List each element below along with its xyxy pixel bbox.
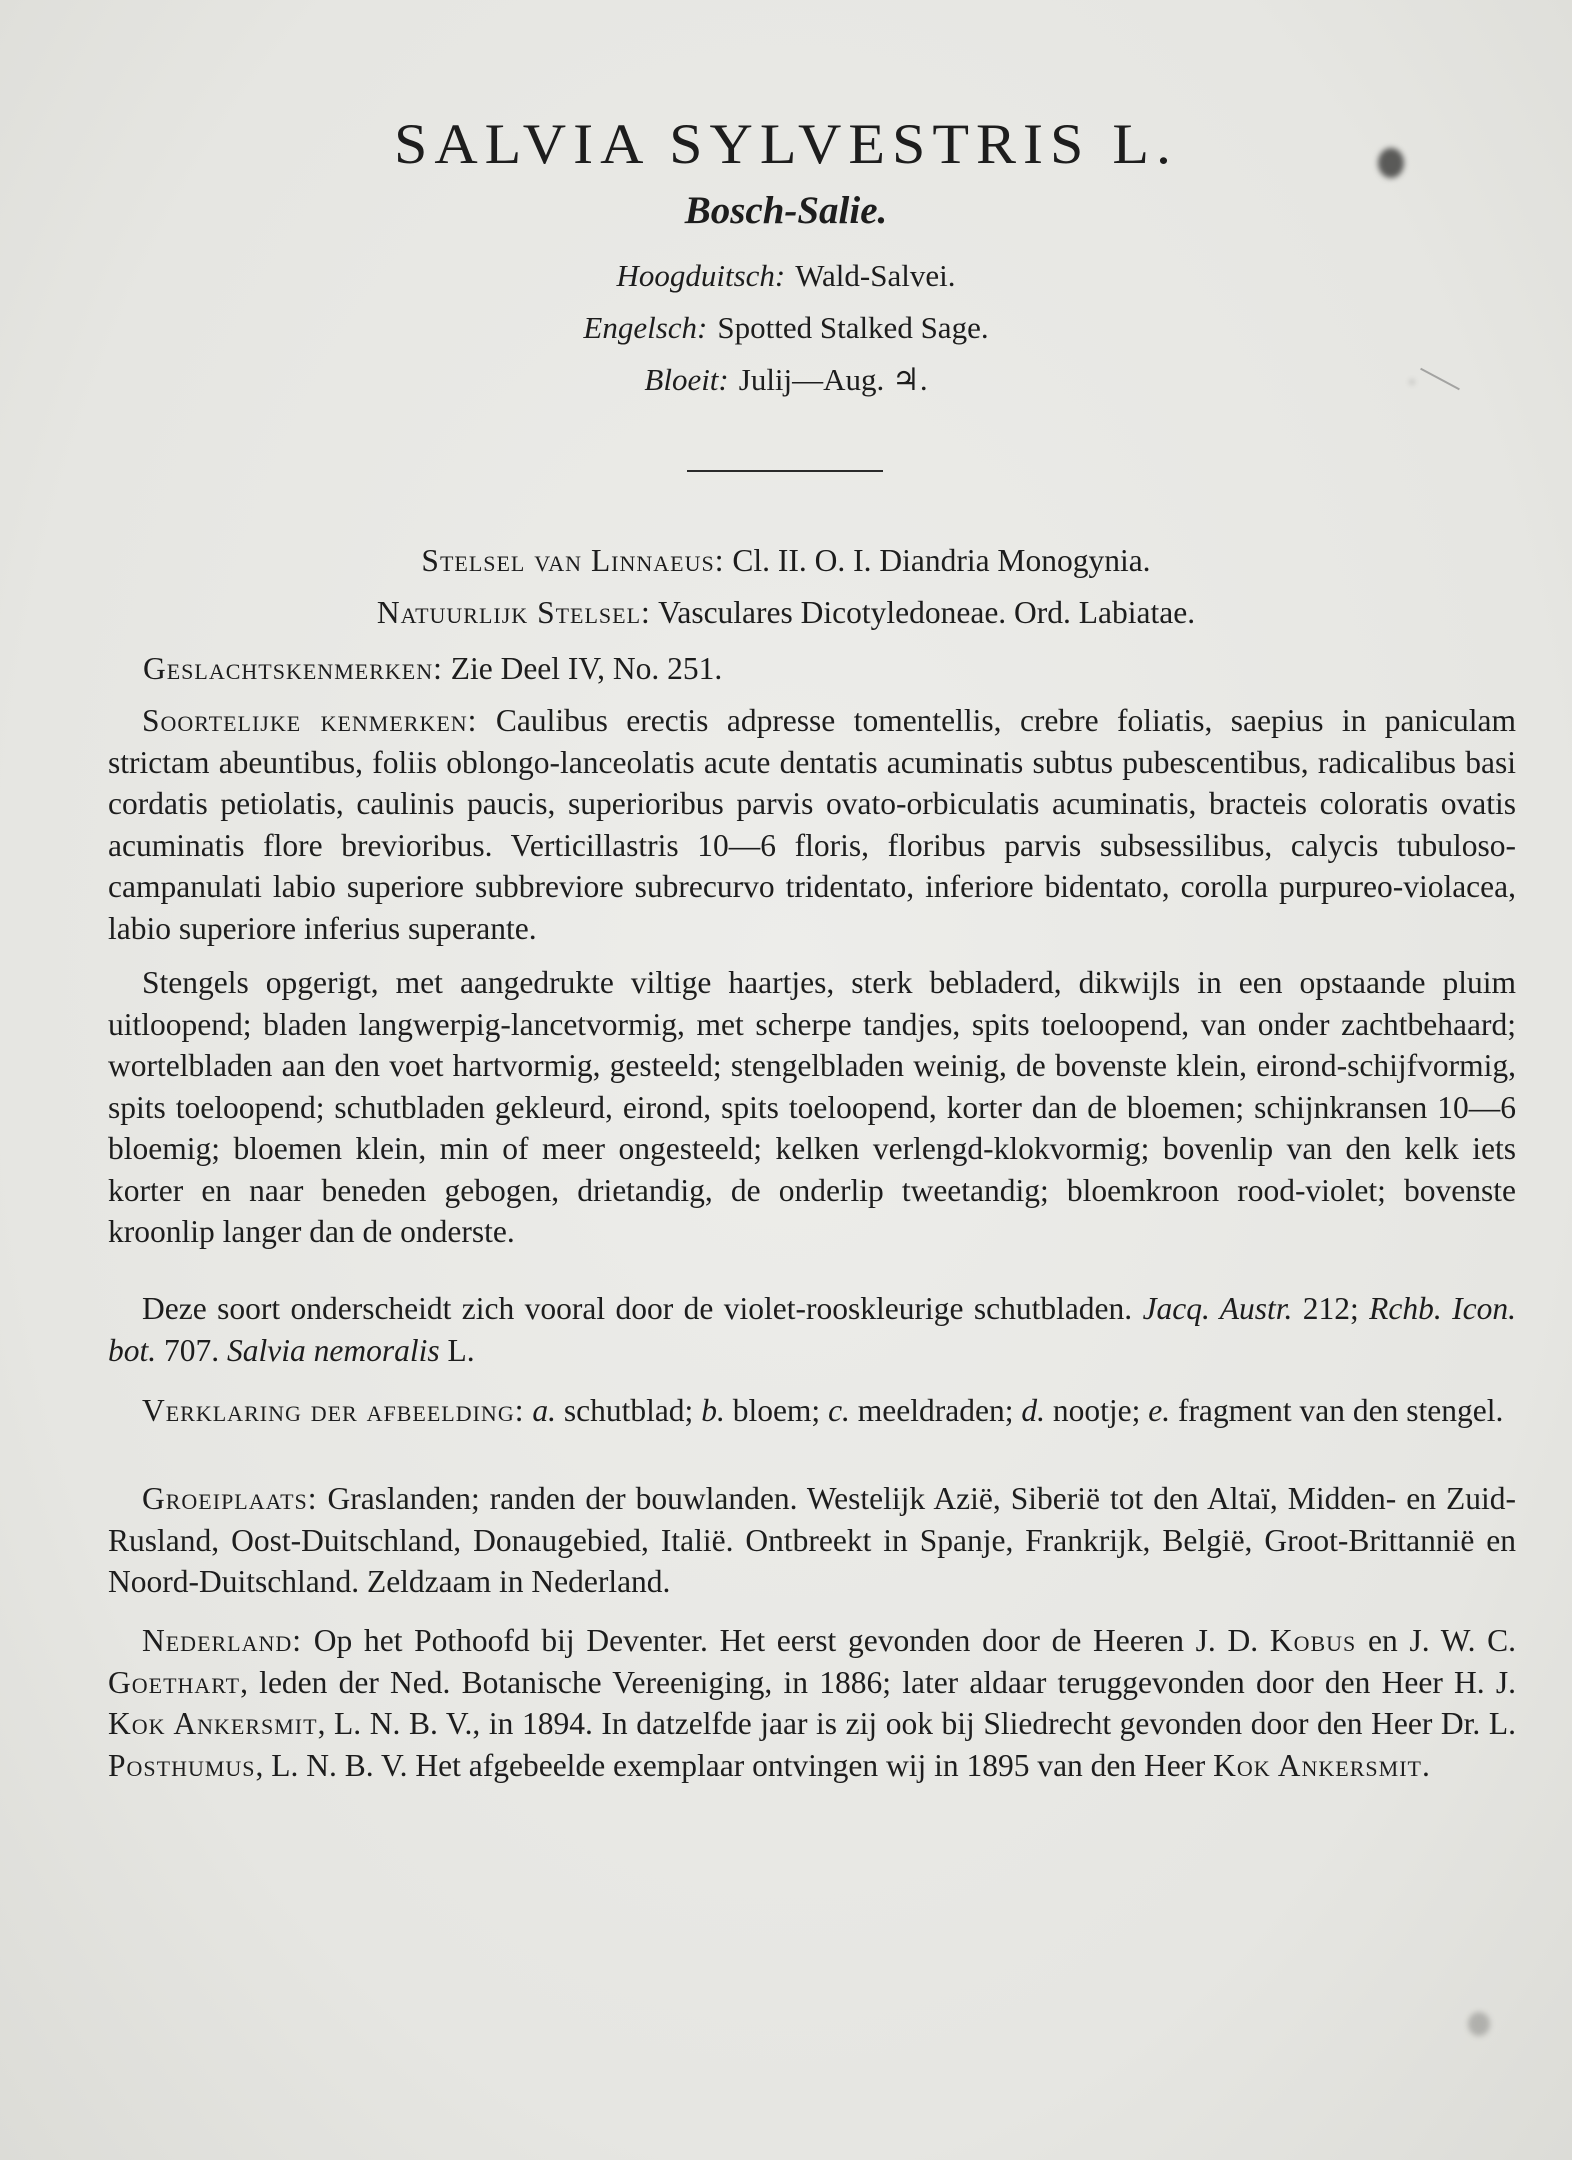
person-goethart: Goethart [108, 1664, 241, 1700]
figure-text-d: nootje; [1052, 1393, 1141, 1428]
synonym: Salvia nemoralis [227, 1332, 440, 1368]
person-kok-ankersmit: Kok Ankersmit [108, 1706, 318, 1741]
netherlands-paragraph [108, 1620, 1516, 1786]
netherlands-text-5: , L. N. B. V. Het afgebeelde exemplaar ontvingen wij in 1895 van den Heer [255, 1747, 1206, 1783]
german-value: Wald-Salvei. [795, 258, 956, 293]
natural-system [0, 592, 1572, 634]
english-label: Engelsch: [583, 310, 708, 345]
genus-characteristics [143, 648, 1523, 690]
figure-key-e: e. [1148, 1393, 1171, 1428]
ref-reichenbach-num: 707. [164, 1332, 220, 1368]
synonym-author: L. [447, 1332, 475, 1368]
ref-jacquin: Jacq. Austr. [1142, 1291, 1293, 1326]
netherlands-label: Nederland: [142, 1623, 303, 1658]
figure-key-b: b. [701, 1393, 725, 1428]
linnaeus-value: Cl. II. O. I. Diandria Monogynia. [732, 543, 1151, 578]
genus-value: Zie Deel IV, No. 251. [450, 651, 723, 686]
genus-label: Geslachtskenmerken: [143, 651, 443, 686]
ref-jacquin-num: 212; [1302, 1291, 1359, 1326]
person-posthumus: Posthumus [108, 1747, 256, 1783]
ink-spot [1468, 2012, 1490, 2036]
linnaeus-label: Stelsel van Linnaeus: [421, 543, 725, 578]
flowering-label: Bloeit: [644, 362, 729, 397]
common-name: Bosch-Salie. [684, 189, 888, 232]
figure-key-c: c. [828, 1393, 850, 1428]
german-name [0, 258, 1572, 294]
species-dutch: Stengels opgerigt, met aangedrukte viltige haartjes, sterk bebladerd, dikwijls in een opstaande pluim uitloopend; bladen langwerpig-lancetvormig, met scherpe tandjes, spits toeloopend, van onder zachtbehaard; wortelbladen aan den voet hartvormig, gesteeld; stengelbladen weinig, de bovenste klein, eirond-schijfvormig, spits toeloopend; schutbladen gekleurd, eirond, spits toeloopend, korter dan de bloemen; schijnkransen 10—6 bloemig; bloemen klein, min of meer ongesteeld; kelken verlengd-klokvormig; bovenlip van den kelk iets korter en naar beneden gebogen, drietandig, de onderlip tweetandig; bloemkroon rood-violet; bovenste kroonlip langer dan de onderste. [108, 965, 1516, 1249]
person-kobus: Kobus [1269, 1623, 1357, 1658]
ref-reichenbach: Rchb. Icon. bot. [108, 1291, 1517, 1368]
person-kok-ankersmit-2: Kok Ankersmit [1213, 1747, 1422, 1783]
species-dutch-paragraph [108, 962, 1516, 1253]
species-latin: Caulibus erectis adpresse tomentellis, crebre foliatis, saepius in paniculam strictam abeuntibus, foliis oblongo-lanceolatis acute dentatis acuminatis subtus pubescentibus, radicalibus basi cordatis petiolatis, caulinis paucis, superioribus parvis ovato-orbiculatis acuminatis, bracteis coloratis ovatis acuminatis flore brevioribus. Verticillastris 10—6 floris, floribus parvis subsessilibus, calycis tubuloso-campanulati labio superiore subbreviore subrecurvo tridentato, inferiore bidentato, corolla purpureo-violacea, labio superiore inferius superante. [108, 703, 1517, 946]
natural-label: Natuurlijk Stelsel: [376, 595, 651, 630]
natural-value: Vasculares Dicotyledoneae. Ord. Labiatae. [658, 595, 1196, 630]
netherlands-text-2: en J. W. C. [1368, 1623, 1517, 1658]
page-title: SALVIA SYLVESTRIS L. [393, 112, 1179, 176]
species-latin-paragraph [108, 700, 1516, 949]
linnaeus-system [0, 540, 1572, 582]
flowering-time [0, 362, 1572, 398]
figure-text-c: meeldraden; [857, 1393, 1014, 1428]
figure-label: Verklaring der afbeelding: [142, 1393, 525, 1428]
note-text: Deze soort onderscheidt zich vooral door de violet-rooskleurige schutbladen. [142, 1291, 1133, 1326]
habitat-text: Graslanden; randen der bouwlanden. Westelijk Azië, Siberië tot den Altaï, Midden- en Zuid-Rusland, Oost-Duitschland, Donaugebied, Italië. Ontbreekt in Spanje, Frankrijk, België, Groot-Brittannië en Noord-Duitschland. Zeldzaam in Nederland. [108, 1481, 1517, 1599]
netherlands-text-3: , leden der Ned. Botanische Vereeniging, in 1886; later aldaar teruggevonden door den Heer H. J. [240, 1664, 1516, 1700]
figure-text-e: fragment van den stengel. [1177, 1393, 1504, 1428]
english-value: Spotted Stalked Sage. [717, 310, 989, 345]
german-label: Hoogduitsch: [616, 258, 786, 293]
figure-explanation [108, 1390, 1516, 1432]
figure-key-a: a. [532, 1393, 556, 1428]
flowering-value: Julij—Aug. ♃. [738, 362, 928, 397]
netherlands-text-4: , L. N. B. V., in 1894. In datzelfde jaar is zij ook bij Sliedrecht gevonden door den Heer Dr. L. [317, 1706, 1516, 1741]
english-name [0, 310, 1572, 346]
figure-key-d: d. [1021, 1393, 1045, 1428]
habitat-label: Groeiplaats: [142, 1481, 318, 1516]
note-paragraph [108, 1288, 1516, 1371]
netherlands-text-6: . [1421, 1747, 1430, 1783]
species-label: Soortelijke kenmerken: [142, 703, 478, 738]
divider-rule [687, 470, 883, 472]
habitat-paragraph [108, 1478, 1516, 1603]
figure-text-a: schutblad; [563, 1393, 694, 1428]
figure-text-b: bloem; [732, 1393, 821, 1428]
netherlands-text-1: Op het Pothoofd bij Deventer. Het eerst gevonden door de Heeren J. D. [313, 1623, 1259, 1658]
